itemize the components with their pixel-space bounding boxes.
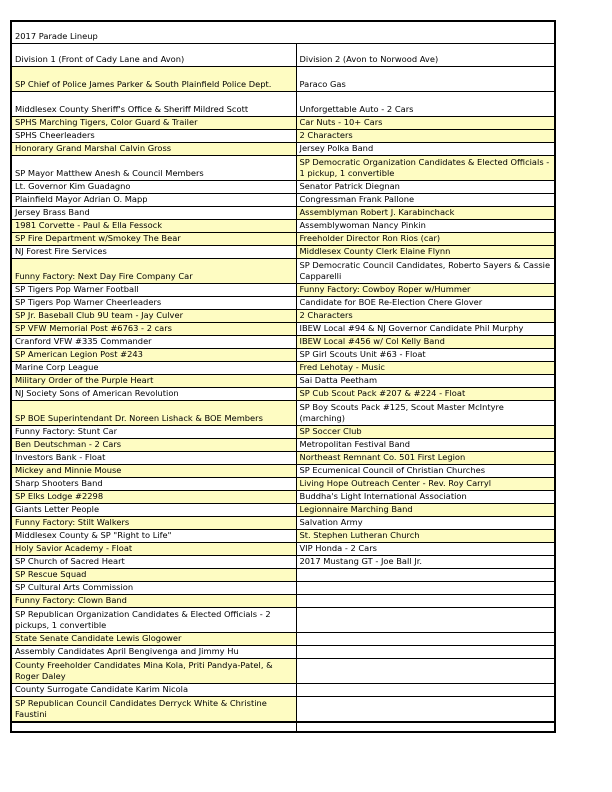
division-2-entry: Living Hope Outreach Center - Rev. Roy Carryl	[296, 478, 555, 491]
division-1-entry: SP Chief of Police James Parker & South Plainfield Police Dept.	[11, 67, 296, 92]
division-2-entry: SP Girl Scouts Unit #63 - Float	[296, 349, 555, 362]
division-1-entry: SP VFW Memorial Post #6763 - 2 cars	[11, 323, 296, 336]
division-2-entry: Car Nuts - 10+ Cars	[296, 117, 555, 130]
division-1-entry: SP Church of Sacred Heart	[11, 556, 296, 569]
division-2-entry	[296, 659, 555, 684]
table-row	[11, 297, 555, 310]
table-row	[11, 684, 555, 697]
division-2-entry: IBEW Local #456 w/ Col Kelly Band	[296, 336, 555, 349]
division-1-entry: SP Fire Department w/Smokey The Bear	[11, 233, 296, 246]
division-2-entry: SP Ecumenical Council of Christian Churches	[296, 465, 555, 478]
division-2-entry	[296, 633, 555, 646]
division-1-entry: Giants Letter People	[11, 504, 296, 517]
table-row	[11, 117, 555, 130]
table-row	[11, 233, 555, 246]
table-row	[11, 504, 555, 517]
table-row	[11, 375, 555, 388]
division-2-entry: SP Democratic Organization Candidates & Elected Officials - 1 pickup, 1 convertible	[296, 156, 555, 181]
division-1-entry: SP American Legion Post #243	[11, 349, 296, 362]
division-1-entry: Ben Deutschman - 2 Cars	[11, 439, 296, 452]
division-1-entry: SPHS Cheerleaders	[11, 130, 296, 143]
division-1-entry: Middlesex County Sheriff's Office & Sheriff Mildred Scott	[11, 92, 296, 117]
division-2-header: Division 2 (Avon to Norwood Ave)	[296, 44, 555, 67]
division-2-entry: Buddha's Light International Association	[296, 491, 555, 504]
table-row	[11, 517, 555, 530]
table-row	[11, 543, 555, 556]
table-row	[11, 556, 555, 569]
division-1-entry: SP Republican Council Candidates Derryck White & Christine Faustini	[11, 697, 296, 723]
division-1-entry: SP Rescue Squad	[11, 569, 296, 582]
table-row	[11, 207, 555, 220]
table-row	[11, 452, 555, 465]
table-row	[11, 310, 555, 323]
division-1-entry: 1981 Corvette - Paul & Ella Fessock	[11, 220, 296, 233]
division-2-entry	[296, 608, 555, 633]
table-row	[11, 401, 555, 426]
division-2-entry: Unforgettable Auto - 2 Cars	[296, 92, 555, 117]
division-2-entry: VIP Honda - 2 Cars	[296, 543, 555, 556]
division-2-entry: 2 Characters	[296, 310, 555, 323]
division-1-entry: Marine Corp League	[11, 362, 296, 375]
page-title: 2017 Parade Lineup	[11, 21, 555, 44]
division-1-entry: SP BOE Superintendant Dr. Noreen Lishack & BOE Members	[11, 401, 296, 426]
division-1-entry: Lt. Governor Kim Guadagno	[11, 181, 296, 194]
table-row	[11, 67, 555, 92]
division-1-entry: SP Tigers Pop Warner Football	[11, 284, 296, 297]
division-2-entry: SP Democratic Council Candidates, Roberto Sayers & Cassie Capparelli	[296, 259, 555, 284]
table-row	[11, 439, 555, 452]
division-1-entry: Cranford VFW #335 Commander	[11, 336, 296, 349]
division-1-entry: State Senate Candidate Lewis Glogower	[11, 633, 296, 646]
division-1-entry: Military Order of the Purple Heart	[11, 375, 296, 388]
table-row	[11, 595, 555, 608]
table-row	[11, 194, 555, 207]
division-1-header: Division 1 (Front of Cady Lane and Avon)	[11, 44, 296, 67]
table-row	[11, 220, 555, 233]
lineup-rows	[11, 67, 555, 723]
division-2-entry: Legionnaire Marching Band	[296, 504, 555, 517]
table-row	[11, 426, 555, 439]
division-2-entry: Metropolitan Festival Band	[296, 439, 555, 452]
division-2-entry: Paraco Gas	[296, 67, 555, 92]
division-1-entry: Jersey Brass Band	[11, 207, 296, 220]
division-1-entry: Middlesex County & SP "Right to Life"	[11, 530, 296, 543]
table-row	[11, 608, 555, 633]
division-1-entry: County Freeholder Candidates Mina Kola, Priti Pandya-Patel, & Roger Daley	[11, 659, 296, 684]
table-row	[11, 181, 555, 194]
division-2-entry: SP Cub Scout Pack #207 & #224 - Float	[296, 388, 555, 401]
division-1-entry: SP Mayor Matthew Anesh & Council Members	[11, 156, 296, 181]
table-row	[11, 362, 555, 375]
division-1-entry: Funny Factory: Next Day Fire Company Car	[11, 259, 296, 284]
division-1-entry: NJ Forest Fire Services	[11, 246, 296, 259]
table-row	[11, 323, 555, 336]
table-row	[11, 569, 555, 582]
division-2-entry	[296, 582, 555, 595]
table-row	[11, 697, 555, 723]
division-1-entry: SP Elks Lodge #2298	[11, 491, 296, 504]
table-row	[11, 259, 555, 284]
table-row	[11, 530, 555, 543]
lineup-sheet	[10, 20, 554, 733]
footer-cell	[11, 722, 296, 732]
table-row	[11, 465, 555, 478]
table-row	[11, 336, 555, 349]
division-2-entry: Assemblywoman Nancy Pinkin	[296, 220, 555, 233]
division-1-entry: SP Jr. Baseball Club 9U team - Jay Culver	[11, 310, 296, 323]
division-1-entry: County Surrogate Candidate Karim Nicola	[11, 684, 296, 697]
division-1-entry: NJ Society Sons of American Revolution	[11, 388, 296, 401]
table-row	[11, 284, 555, 297]
division-1-entry: Sharp Shooters Band	[11, 478, 296, 491]
division-2-entry: 2 Characters	[296, 130, 555, 143]
division-2-entry: SP Soccer Club	[296, 426, 555, 439]
table-row	[11, 633, 555, 646]
table-row	[11, 388, 555, 401]
division-2-entry: Sai Datta Peetham	[296, 375, 555, 388]
division-2-entry	[296, 684, 555, 697]
table-row	[11, 143, 555, 156]
table-row	[11, 478, 555, 491]
division-2-entry: Freeholder Director Ron Rios (car)	[296, 233, 555, 246]
table-row	[11, 246, 555, 259]
division-2-entry: Candidate for BOE Re-Election Chere Glover	[296, 297, 555, 310]
division-1-entry: SP Cultural Arts Commission	[11, 582, 296, 595]
division-1-entry: SP Tigers Pop Warner Cheerleaders	[11, 297, 296, 310]
table-footer-row	[11, 722, 555, 732]
division-2-entry: Middlesex County Clerk Elaine Flynn	[296, 246, 555, 259]
footer-cell	[296, 722, 555, 732]
lineup-table	[10, 20, 556, 733]
division-1-entry: Mickey and Minnie Mouse	[11, 465, 296, 478]
division-2-entry: Senator Patrick Diegnan	[296, 181, 555, 194]
division-2-entry: Salvation Army	[296, 517, 555, 530]
division-1-entry: Investors Bank - Float	[11, 452, 296, 465]
division-2-entry: Assemblyman Robert J. Karabinchack	[296, 207, 555, 220]
division-2-entry	[296, 697, 555, 723]
division-1-entry: Funny Factory: Clown Band	[11, 595, 296, 608]
table-row	[11, 130, 555, 143]
table-row	[11, 659, 555, 684]
division-1-entry: Plainfield Mayor Adrian O. Mapp	[11, 194, 296, 207]
division-2-entry: Jersey Polka Band	[296, 143, 555, 156]
division-2-entry: St. Stephen Lutheran Church	[296, 530, 555, 543]
division-1-entry: SP Republican Organization Candidates & Elected Officials - 2 pickups, 1 convertible	[11, 608, 296, 633]
table-row	[11, 646, 555, 659]
table-row	[11, 582, 555, 595]
division-2-entry: SP Boy Scouts Pack #125, Scout Master McIntyre (marching)	[296, 401, 555, 426]
division-2-entry: Fred Lehotay - Music	[296, 362, 555, 375]
division-2-entry	[296, 646, 555, 659]
division-1-entry: SPHS Marching Tigers, Color Guard & Trailer	[11, 117, 296, 130]
division-1-entry: Assembly Candidates April Bengivenga and Jimmy Hu	[11, 646, 296, 659]
division-1-entry: Funny Factory: Stilt Walkers	[11, 517, 296, 530]
division-2-entry: 2017 Mustang GT - Joe Ball Jr.	[296, 556, 555, 569]
table-row	[11, 156, 555, 181]
division-1-entry: Holy Savior Academy - Float	[11, 543, 296, 556]
division-2-entry	[296, 595, 555, 608]
table-row	[11, 92, 555, 117]
division-2-entry: Congressman Frank Pallone	[296, 194, 555, 207]
division-2-entry: IBEW Local #94 & NJ Governor Candidate Phil Murphy	[296, 323, 555, 336]
division-1-entry: Honorary Grand Marshal Calvin Gross	[11, 143, 296, 156]
table-row	[11, 349, 555, 362]
division-2-entry: Funny Factory: Cowboy Roper w/Hummer	[296, 284, 555, 297]
division-2-entry: Northeast Remnant Co. 501 First Legion	[296, 452, 555, 465]
division-2-entry	[296, 569, 555, 582]
table-row	[11, 491, 555, 504]
division-1-entry: Funny Factory: Stunt Car	[11, 426, 296, 439]
